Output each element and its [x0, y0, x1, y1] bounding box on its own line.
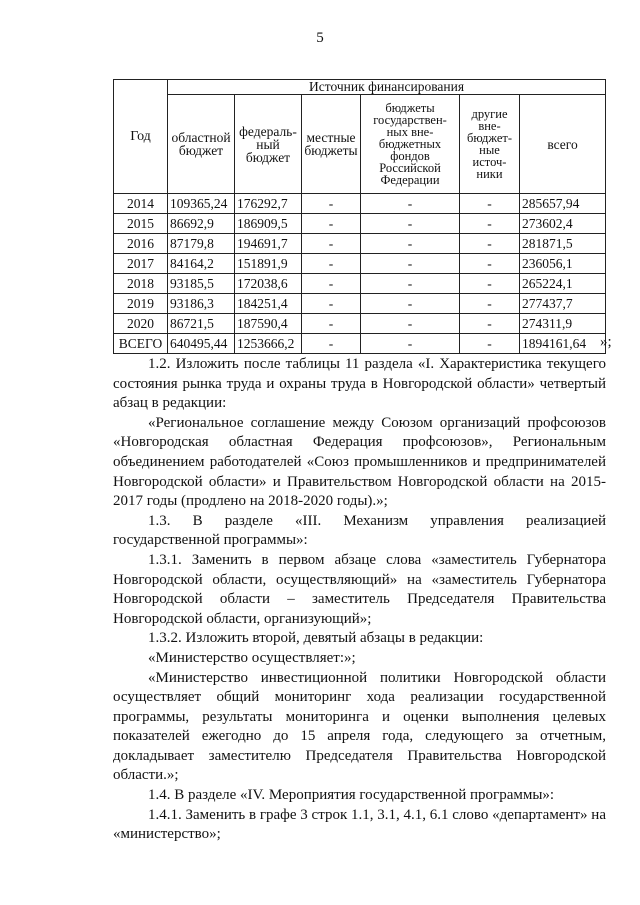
table-cell: 93185,5: [168, 274, 235, 294]
table-cell: 281871,5: [520, 234, 606, 254]
table-cell: 2015: [114, 214, 168, 234]
table-row: [114, 214, 606, 234]
table-cell: 187590,4: [235, 314, 302, 334]
table-row: [114, 234, 606, 254]
table-cell: 1894161,64: [520, 334, 606, 354]
table-cell: -: [361, 214, 460, 234]
table-cell: 2018: [114, 274, 168, 294]
table-cell: 84164,2: [168, 254, 235, 274]
table-cell: 86692,9: [168, 214, 235, 234]
column-header: федераль-ный бюджет: [235, 95, 302, 194]
table-cell: 285657,94: [520, 194, 606, 214]
table-cell: -: [460, 274, 520, 294]
paragraph: 1.3.1. Заменить в первом абзаце слова «заместитель Губернатора Новгородской области, осуществляющий» на «заместитель Губернатора Новгородской области – заместитель Председателя Правительства Новгородской области, организующий»;: [113, 551, 606, 627]
table-cell: 184251,4: [235, 294, 302, 314]
table-cell: 87179,8: [168, 234, 235, 254]
table-cell: -: [361, 234, 460, 254]
table-cell: 109365,24: [168, 194, 235, 214]
paragraph: 1.4.1. Заменить в графе 3 строк 1.1, 3.1, 4.1, 6.1 слово «департамент» на «министерство»;: [113, 806, 606, 843]
table-cell: -: [460, 194, 520, 214]
page-number: 5: [316, 30, 324, 46]
paragraph: «Региональное соглашение между Союзом организаций профсоюзов «Новгородская областная Федерация профсоюзов», Региональным объединением работодателей «Союз промышленников и предпринимателей Новгородской области» и Правительством Новгородской области на 2015-2017 годы (продлено на 2018-2020 годы).»;: [113, 414, 606, 510]
table-cell: -: [302, 234, 361, 254]
table-cell: ВСЕГО: [114, 334, 168, 354]
paragraph: 1.4. В разделе «IV. Мероприятия государственной программы»:: [148, 787, 555, 804]
table-cell: -: [460, 294, 520, 314]
table-cell: -: [302, 214, 361, 234]
table-cell: 236056,1: [520, 254, 606, 274]
table-cell: -: [302, 194, 361, 214]
table-cell: -: [361, 194, 460, 214]
table-cell: -: [302, 334, 361, 354]
table-cell: 2014: [114, 194, 168, 214]
table-cell: 2017: [114, 254, 168, 274]
table-cell: -: [302, 294, 361, 314]
paragraph: 1.3. В разделе «III. Механизм управления реализацией государственной программы»:: [113, 512, 606, 549]
table-cell: 277437,7: [520, 294, 606, 314]
column-header: всего: [520, 95, 606, 194]
paragraph: 1.2. Изложить после таблицы 11 раздела «I. Характеристика текущего состояния рынка труда и охраны труда в Новгородской области» четвертый абзац в редакции:: [113, 356, 606, 412]
table-cell: -: [361, 334, 460, 354]
table-row: [114, 254, 606, 274]
table-row: [114, 194, 606, 214]
table-cell: 151891,9: [235, 254, 302, 274]
table-row: [114, 294, 606, 314]
table-total-row: [114, 334, 606, 354]
paragraph: «Министерство инвестиционной политики Новгородской области осуществляет общий мониторинг хода реализации государственной программы, результаты мониторинга и оценки выполнения целевых показателей ежегодно до 15 апреля года, следующего за отчетным, докладывает заместителю Председателя Правительства Новгородской области.»;: [113, 669, 606, 784]
table-cell: 640495,44: [168, 334, 235, 354]
column-header: местные бюджеты: [302, 95, 361, 194]
table-cell: -: [302, 254, 361, 274]
column-header: областной бюджет: [168, 95, 235, 194]
paragraph: «Министерство осуществляет:»;: [148, 649, 356, 666]
table-cell: -: [460, 334, 520, 354]
year-header: Год: [114, 80, 168, 194]
table-cell: 2020: [114, 314, 168, 334]
table-cell: 194691,7: [235, 234, 302, 254]
table-cell: -: [361, 314, 460, 334]
table-row: [114, 274, 606, 294]
table-cell: 2019: [114, 294, 168, 314]
table-cell: -: [361, 274, 460, 294]
financing-table: [113, 79, 606, 354]
column-header: бюджеты государствен-ных вне-бюджетных фондов Российской Федерации: [361, 95, 460, 194]
table-row: [114, 314, 606, 334]
table-cell: -: [460, 314, 520, 334]
table-cell: -: [302, 314, 361, 334]
table-cell: -: [361, 254, 460, 274]
table-cell: -: [460, 214, 520, 234]
table-cell: 93186,3: [168, 294, 235, 314]
table-cell: -: [460, 234, 520, 254]
table-cell: 273602,4: [520, 214, 606, 234]
table-cell: 86721,5: [168, 314, 235, 334]
table-closing-mark: »;: [600, 334, 612, 350]
table-cell: 186909,5: [235, 214, 302, 234]
column-header: другие вне-бюджет-ные источ-ники: [460, 95, 520, 194]
table-cell: 274311,9: [520, 314, 606, 334]
table-cell: -: [302, 274, 361, 294]
source-header: Источник финансирования: [168, 80, 606, 95]
paragraph: 1.3.2. Изложить второй, девятый абзацы в редакции:: [148, 630, 484, 647]
table-cell: -: [361, 294, 460, 314]
table-cell: 265224,1: [520, 274, 606, 294]
table-cell: 1253666,2: [235, 334, 302, 354]
table-cell: 172038,6: [235, 274, 302, 294]
table-cell: 2016: [114, 234, 168, 254]
body-text: [113, 355, 606, 845]
table-cell: 176292,7: [235, 194, 302, 214]
table-cell: -: [460, 254, 520, 274]
